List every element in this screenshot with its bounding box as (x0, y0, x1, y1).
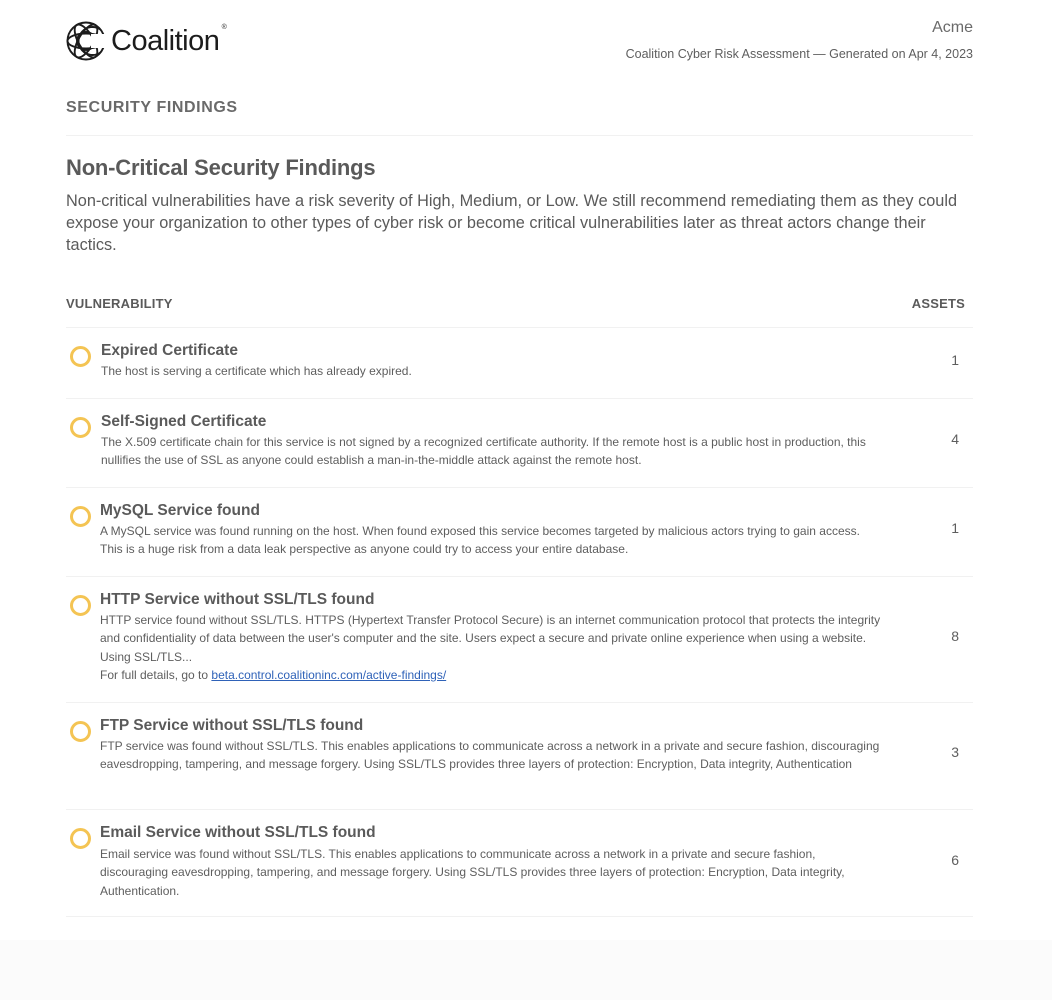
section-divider (66, 135, 973, 136)
finding-row-http-service (66, 577, 973, 702)
full-details-link[interactable]: beta.control.coalitioninc.com/active-findings/ (211, 667, 447, 682)
finding-asset-count: 3 (951, 744, 959, 760)
finding-description: The host is serving a certificate which has already expired. (101, 364, 412, 378)
finding-row-self-signed-certificate (66, 399, 973, 487)
finding-description: The X.509 certificate chain for this service is not signed by a recognized certificate authority. If the remote host is a public host in production, this nullifies the use of SSL as anyone could establish a man-in-the-middle attack against the remote host. (101, 435, 866, 468)
finding-asset-count: 6 (951, 852, 959, 868)
row-divider (66, 916, 973, 917)
finding-asset-count: 1 (951, 520, 959, 536)
findings-intro: Non-critical vulnerabilities have a risk severity of High, Medium, or Low. We still recommend remediating them as they could expose your organization to other types of cyber risk or become critical vulnerabilities later as threat actors change their tactics. (66, 192, 958, 254)
findings-heading: Non-Critical Security Findings (66, 155, 376, 180)
assets-column-header: ASSETS (911, 296, 965, 311)
severity-ring-icon (70, 721, 91, 742)
logo-wordmark-text: Coalition (111, 25, 220, 57)
finding-title: Email Service without SSL/TLS found (100, 824, 376, 841)
finding-description-block (100, 611, 885, 684)
severity-ring-icon (70, 417, 91, 438)
company-name: Acme (932, 19, 973, 36)
page-footer-band (0, 940, 1052, 1000)
finding-row-email-service (66, 810, 973, 916)
full-details-prefix: For full details, go to (100, 667, 212, 682)
finding-asset-count: 1 (951, 352, 959, 368)
report-subtitle: Coalition Cyber Risk Assessment — Generated on Apr 4, 2023 (625, 47, 973, 61)
logo-wordmark (111, 21, 227, 61)
coalition-logo-icon (66, 21, 106, 61)
severity-ring-icon (70, 506, 91, 527)
registered-mark-icon: ® (221, 24, 227, 31)
finding-row-ftp-service (66, 703, 973, 809)
finding-row-mysql-service (66, 488, 973, 576)
finding-description: Email service was found without SSL/TLS. This enables applications to communicate across a network in a private and secure fashion, discouraging eavesdropping, tampering, and message forgery. Using SSL/TLS provides three layers of protection: Encryption, Data integrity, Authentication. (100, 847, 845, 898)
finding-title: FTP Service without SSL/TLS found (100, 717, 364, 734)
finding-description: A MySQL service was found running on the host. When found exposed this service becomes targeted by malicious actors trying to gain access. This is a huge risk from a data leak perspective as anyone could try to access your entire database. (100, 524, 860, 557)
section-label: SECURITY FINDINGS (66, 99, 238, 116)
finding-title: Expired Certificate (101, 342, 238, 359)
finding-description: FTP service was found without SSL/TLS. This enables applications to communicate across a network in a private and secure fashion, discouraging eavesdropping, tampering, and message forgery. Using SSL/TLS provides three layers of protection: Encryption, Data integrity, Authentication (100, 739, 880, 772)
vulnerability-column-header: VULNERABILITY (66, 296, 173, 311)
finding-title: Self-Signed Certificate (101, 413, 267, 430)
finding-title: MySQL Service found (100, 502, 260, 519)
finding-asset-count: 4 (951, 431, 959, 447)
severity-ring-icon (70, 828, 91, 849)
severity-ring-icon (70, 595, 91, 616)
finding-row-expired-certificate (66, 328, 973, 398)
finding-asset-count: 8 (951, 628, 959, 644)
coalition-logo (66, 21, 227, 61)
finding-description: HTTP service found without SSL/TLS. HTTPS (Hypertext Transfer Protocol Secure) is an internet communication protocol that protects the integrity and confidentiality of data between the user's computer and the site. Users expect a secure and private online experience when using a website. Using SSL/TLS... (100, 613, 881, 664)
severity-ring-icon (70, 346, 91, 367)
full-details-line (100, 666, 885, 684)
finding-title: HTTP Service without SSL/TLS found (100, 591, 375, 608)
